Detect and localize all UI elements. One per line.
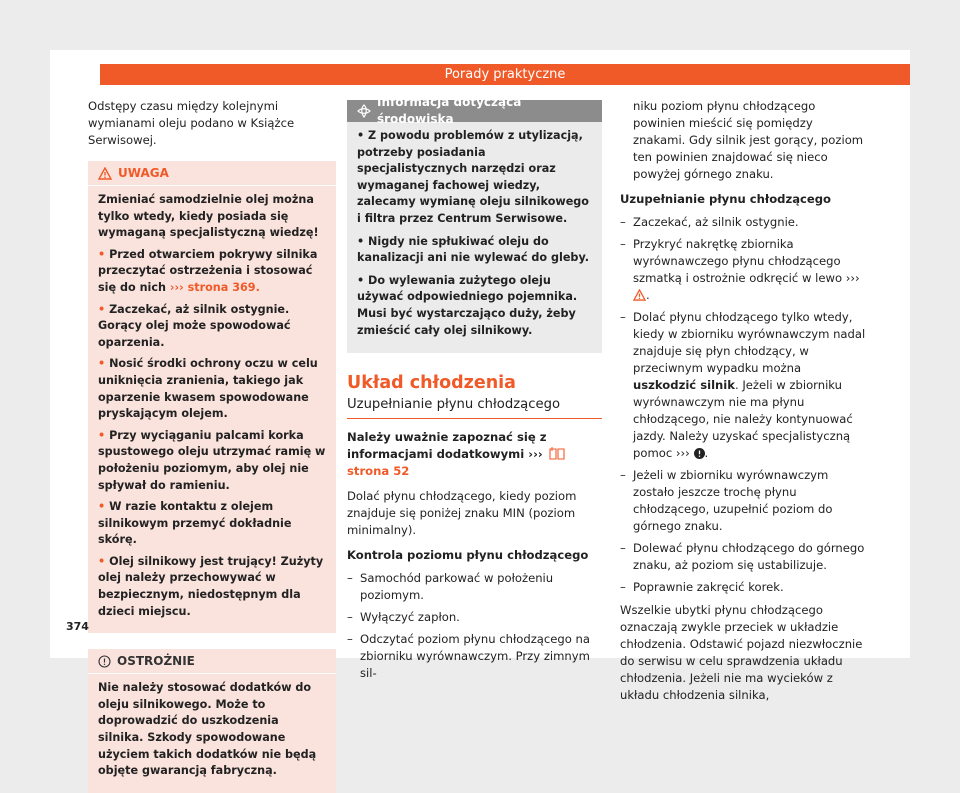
final-text: Wszelkie ubytki płynu chłodzącego oznaczają zwykle przeciek w układzie chłodzenia. Odstawić pojazd niezwłocznie do serwisu w celu sprawdzenia układu chłodzenia. Jeżeli nie ma wycieków z układu chłodzenia silnika,: [620, 603, 863, 702]
list-item: – Dolać płynu chłodzącego tylko wtedy, kiedy w zbiorniku wyrównawczym nadal znajduje się płyn chłodzący, w przeciwnym wypadku można uszkodzić silnik. Jeżeli w zbiorniku wyrównawczym nie ma płynu chłodzącego, nie należy kontynuować jazdy. Należy uzyskać specjalistyczną pomoc ››› .: [620, 309, 866, 462]
book-icon: [549, 447, 565, 460]
section-title: Układ chłodzenia: [347, 373, 516, 394]
environment-title: Informacja dotycząca środowiska: [377, 95, 522, 126]
warning-triangle-icon: [633, 289, 646, 301]
check-title: Kontrola poziomu płynu chłodzącego: [347, 548, 589, 563]
column-middle: [347, 95, 602, 688]
warning-item: • Przy wyciąganiu palcami korka spustowego oleju utrzymać ramię w położeniu poziomym, aby olej nie spływał do ramieniu.: [98, 428, 326, 492]
list-item: – Przykryć nakrętkę zbiornika wyrównawczego płynu chłodzącego szmatką i ostrożnie odkręcić w lewo ››› .: [620, 236, 866, 304]
warning-header: [88, 161, 336, 186]
page-number: 374: [66, 620, 89, 633]
subsection-title: Uzupełnianie płynu chłodzącego: [347, 396, 602, 419]
list-item: – Zaczekać, aż silnik ostygnie.: [620, 214, 866, 231]
warning-item: • Nosić środki ochrony oczu w celu uniknięcia zranienia, takiego jak oparzenie kwasem spowodowane pryskającym olejem.: [98, 357, 318, 421]
column-right: [620, 98, 866, 712]
intro-text: Odstępy czasu między kolejnymi wymianami oleju podano w Książce Serwisowej.: [88, 99, 295, 147]
list-item: – Jeżeli w zbiorniku wyrównawczym zostało jeszcze trochę płynu chłodzącego, uzupełnić poziom do górnego znaku.: [620, 467, 866, 535]
read-note: Należy uważnie zapoznać się z informacjami dodatkowymi ››› strona 52: [347, 429, 602, 480]
caution-header: [88, 649, 336, 674]
warning-triangle-icon: [98, 167, 112, 180]
caution-text: Nie należy stosować dodatków do oleju silnikowego. Może to doprowadzić do uszkodzenia silnika. Szkody spowodowane użyciem takich dodatków nie będą objęte gwarancją fabryczną.: [98, 681, 317, 778]
fill-list: [620, 214, 866, 596]
page-link[interactable]: strona 52: [347, 464, 410, 479]
column-left: [88, 98, 336, 793]
page: [50, 50, 910, 778]
check-list: [347, 570, 602, 682]
environment-item: • Do wylewania zużytego oleju używać odpowiedniego pojemnika. Musi być wystarczająco duży, żeby zmieścić cały olej silnikowy.: [357, 273, 578, 337]
caution-body: [88, 674, 336, 793]
caution-circle-icon: [694, 448, 705, 459]
page-header: Porady praktyczne: [100, 64, 910, 85]
warning-box: [88, 161, 336, 633]
warning-item: • W razie kontaktu z olejem silnikowym przemyć dokładnie skórę.: [98, 500, 292, 547]
warning-lead: Zmieniać samodzielnie olej można tylko wtedy, kiedy posiada się wymaganą specjalistyczną wiedzę!: [98, 193, 319, 240]
add-text: Dolać płynu chłodzącego, kiedy poziom znajduje się poniżej znaku MIN (poziom minimalny).: [347, 489, 577, 538]
warning-item: • Olej silnikowy jest trujący! Zużyty olej należy przechowywać w bezpiecznym, niedostępnym dla dzieci miejscu.: [98, 554, 324, 618]
environment-item: • Z powodu problemów z utylizacją, potrzeby posiadania specjalistycznych narzędzi oraz wymaganej fachowej wiedzy, zalecamy wymianę oleju silnikowego i filtra przez Centrum Serwisowe.: [357, 129, 589, 225]
environment-body: [347, 122, 602, 353]
leaf-icon: [357, 104, 371, 118]
continuation-text: niku poziom płynu chłodzącego powinien mieścić się pomiędzy znakami. Gdy silnik jest gorący, poziom ten powinien znajdować się nieco powyżej górnego znaku.: [633, 99, 864, 181]
fill-title: Uzupełnianie płynu chłodzącego: [620, 192, 832, 206]
environment-header: [347, 95, 602, 126]
list-item: – Samochód parkować w położeniu poziomym.: [347, 570, 602, 604]
warning-body: [88, 186, 336, 633]
environment-item: • Nigdy nie spłukiwać oleju do kanalizacji ani nie wylewać do gleby.: [357, 234, 589, 265]
page-link[interactable]: ››› strona 369.: [169, 280, 260, 294]
caution-title: OSTROŻNIE: [117, 653, 195, 668]
list-item: – Poprawnie zakręcić korek.: [620, 579, 866, 596]
environment-box: [347, 95, 602, 353]
caution-box: [88, 649, 336, 793]
warning-item: • Zaczekać, aż silnik ostygnie. Gorący olej może spowodować oparzenia.: [98, 302, 291, 349]
warning-item: • Przed otwarciem pokrywy silnika przeczytać ostrzeżenia i stosować się do nich ››› strona 369.: [98, 247, 318, 294]
list-item: – Wyłączyć zapłon.: [347, 609, 602, 626]
info-circle-icon: [98, 655, 111, 668]
warning-title: UWAGA: [118, 165, 169, 180]
list-item: – Odczytać poziom płynu chłodzącego na zbiorniku wyrównawczym. Przy zimnym sil-: [347, 631, 602, 682]
list-item: – Dolewać płynu chłodzącego do górnego znaku, aż poziom się ustabilizuje.: [620, 540, 866, 574]
